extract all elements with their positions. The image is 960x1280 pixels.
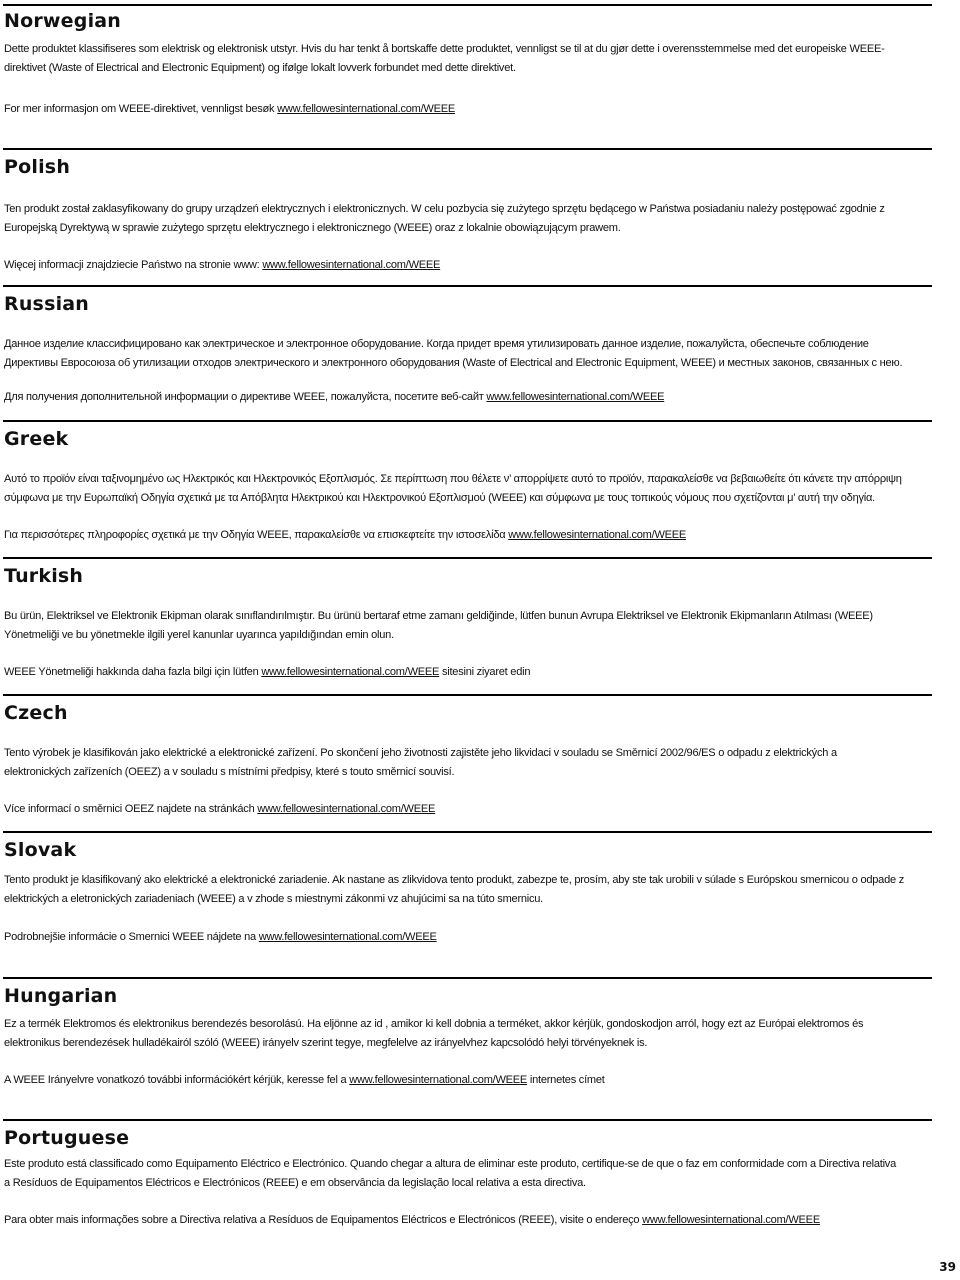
section-link-paragraph [4, 1211, 904, 1230]
section-link-paragraph [4, 800, 904, 819]
section-body: Tento produkt je klasifikovaný ako elektrické a elektronické zariadenie. Ak nastane as zlikvidova tento produkt, zabezpe te, prosím, aby ste tak urobili v súlade s Európskou smernicou o odpade z elektrických a eletronických zariadeniach (WEEE) a v zhode s miestnymi zákonmi vz ahujúcimi sa na túto smernicu. [4, 874, 905, 905]
section-divider [3, 977, 932, 979]
weee-link[interactable]: www.fellowesinternational.com/WEEE [261, 666, 440, 678]
weee-link[interactable]: www.fellowesinternational.com/WEEE [262, 259, 441, 271]
weee-link[interactable]: www.fellowesinternational.com/WEEE [486, 391, 665, 403]
weee-link[interactable]: www.fellowesinternational.com/WEEE [277, 103, 456, 115]
section-body: Dette produktet klassifiseres som elektrisk og elektronisk utstyr. Hvis du har tenkt å bortskaffe dette produktet, vennligst se til at du gjør dette i overensstemmelse med det europeiske WEEE-direktivet (Waste of Electrical and Electronic Equipment) og ifølge lokalt lovverk forbundet med dette direktivet. [4, 43, 885, 74]
section-divider [3, 831, 932, 833]
section-divider [3, 420, 932, 422]
section-divider [3, 4, 932, 6]
section-heading: Greek [4, 428, 69, 450]
link-outro-text: internetes címet [527, 1074, 605, 1086]
section-link-paragraph [4, 526, 904, 545]
link-intro-text: Więcej informacji znajdziecie Państwo na stronie www: [4, 259, 263, 271]
link-intro-text: For mer informasjon om WEEE-direktivet, vennligst besøk [4, 103, 278, 115]
weee-link[interactable]: www.fellowesinternational.com/WEEE [257, 803, 436, 815]
section-body: Αυτό το προϊόν είναι ταξινομημένο ως Ηλεκτρικός και Ηλεκτρονικός Εξοπλισμός. Σε περίπτωση που θέλετε ν’ απορρίψετε αυτό το προϊόν, παρακαλείσθε να βεβαιωθείτε ότι κάνετε την απόρριψη σύμφωνα με την Ευρωπαϊκή Οδηγία σχετικά με τα Απόβλητα Ηλεκτρικού και Ηλεκτρονικού Εξοπλισμού (WEEE) και σύμφωνα με τους τοπικούς νόμους που σχετίζονται μ’ αυτή την οδηγία. [4, 473, 902, 504]
section-heading: Polish [4, 156, 71, 178]
weee-link[interactable]: www.fellowesinternational.com/WEEE [508, 529, 687, 541]
section-heading: Turkish [4, 565, 84, 587]
page-number: 39 [939, 1260, 956, 1274]
link-intro-text: Podrobnejšie informácie o Smernici WEEE nájdete na [4, 931, 259, 943]
section-body: Данное изделие классифицировано как электрическое и электронное оборудование. Когда придет время утилизировать данное изделие, пожалуйста, обеспечьте соблюдение Директивы Евросоюза об утилизации отходов электрического и электронного оборудования (Waste of Electrical and Electronic Equipment, WEEE) и местных законов, связанных с нею. [4, 338, 903, 369]
section-link-paragraph [4, 928, 904, 947]
link-intro-text: Για περισσότερες πληροφορίες σχετικά με την Οδηγία WEEE, παρακαλείσθε να επισκεφτείτε την ιστοσελίδα [4, 529, 509, 541]
section-link-paragraph [4, 100, 904, 119]
weee-link[interactable]: www.fellowesinternational.com/WEEE [349, 1074, 528, 1086]
section-link-paragraph [4, 1071, 904, 1090]
section-divider [3, 148, 932, 150]
section-link-paragraph [4, 388, 904, 407]
link-intro-text: WEEE Yönetmeliği hakkında daha fazla bilgi için lütfen [4, 666, 262, 678]
section-body: Bu ürün, Elektriksel ve Elektronik Ekipman olarak sınıflandırılmıştır. Bu ürünü bertaraf etme zamanı geldiğinde, lütfen bunun Avrupa Elektriksel ve Elektronik Ekipmanların Atılması (WEEE) Yönetmeliği ve bu yönetmekle ilgili yerel kanunlar uyarınca yapıldığından emin olun. [4, 610, 873, 641]
section-divider [3, 557, 932, 559]
section-heading: Slovak [4, 839, 77, 861]
section-heading: Norwegian [4, 10, 122, 32]
section-body: Tento výrobek je klasifikován jako elektrické a elektronické zařízení. Po skončení jeho životnosti zajistěte jeho likvidaci v souladu se Směrnicí 2002/96/ES o odpadu z elektrických a elektronických zařízeních (OEEZ) a v souladu s místními předpisy, které s touto směrnicí souvisí. [4, 747, 837, 778]
section-heading: Portuguese [4, 1127, 130, 1149]
section-link-paragraph [4, 256, 904, 275]
section-body: Ez a termék Elektromos és elektronikus berendezés besorolású. Ha eljönne az id , amikor ki kell dobnia a terméket, akkor kérjük, gondoskodjon arról, hogy ezt az Európai elektromos és elektronikus berendezések hulladékairól szóló (WEEE) irányelv szerint tegye, megfelelve az irányelvhez kapcsolódó helyi törvényeknek is. [4, 1018, 864, 1049]
section-divider [3, 285, 932, 287]
link-outro-text: sitesini ziyaret edin [439, 666, 531, 678]
section-divider [3, 694, 932, 696]
link-intro-text: Для получения дополнительной информации о директиве WEEE, пожалуйста, посетите веб-сайт [4, 391, 487, 403]
section-link-paragraph [4, 663, 904, 682]
link-intro-text: Více informací o směrnici OEEZ najdete na stránkách [4, 803, 258, 815]
link-intro-text: A WEEE Irányelvre vonatkozó további információkért kérjük, keresse fel a [4, 1074, 350, 1086]
weee-link[interactable]: www.fellowesinternational.com/WEEE [642, 1214, 820, 1226]
link-intro-text: Para obter mais informações sobre a Directiva relativa a Resíduos de Equipamentos Eléctricos e Electrónicos (REEE), visite o endereço [4, 1214, 643, 1226]
weee-link[interactable]: www.fellowesinternational.com/WEEE [258, 931, 437, 943]
section-body: Este produto está classificado como Equipamento Eléctrico e Electrónico. Quando chegar a altura de eliminar este produto, certifique-se de que o faz em conformidade com a Directiva relativa a Resíduos de Equipamentos Eléctricos e Electrónicos (REEE) e em observância da legislação local relativa a esta directiva. [4, 1158, 896, 1189]
section-heading: Czech [4, 702, 68, 724]
section-heading: Russian [4, 293, 90, 315]
section-divider [3, 1119, 932, 1121]
section-heading: Hungarian [4, 985, 118, 1007]
section-body: Ten produkt został zaklasyfikowany do grupy urządzeń elektrycznych i elektronicznych. W celu pozbycia się zużytego sprzętu będącego w Państwa posiadaniu należy postępować zgodnie z Europejską Dyrektywą w sprawie zużytego sprzętu elektrycznego i elektronicznego (WEEE) oraz z lokalnie obowiązującym prawem. [4, 203, 885, 234]
